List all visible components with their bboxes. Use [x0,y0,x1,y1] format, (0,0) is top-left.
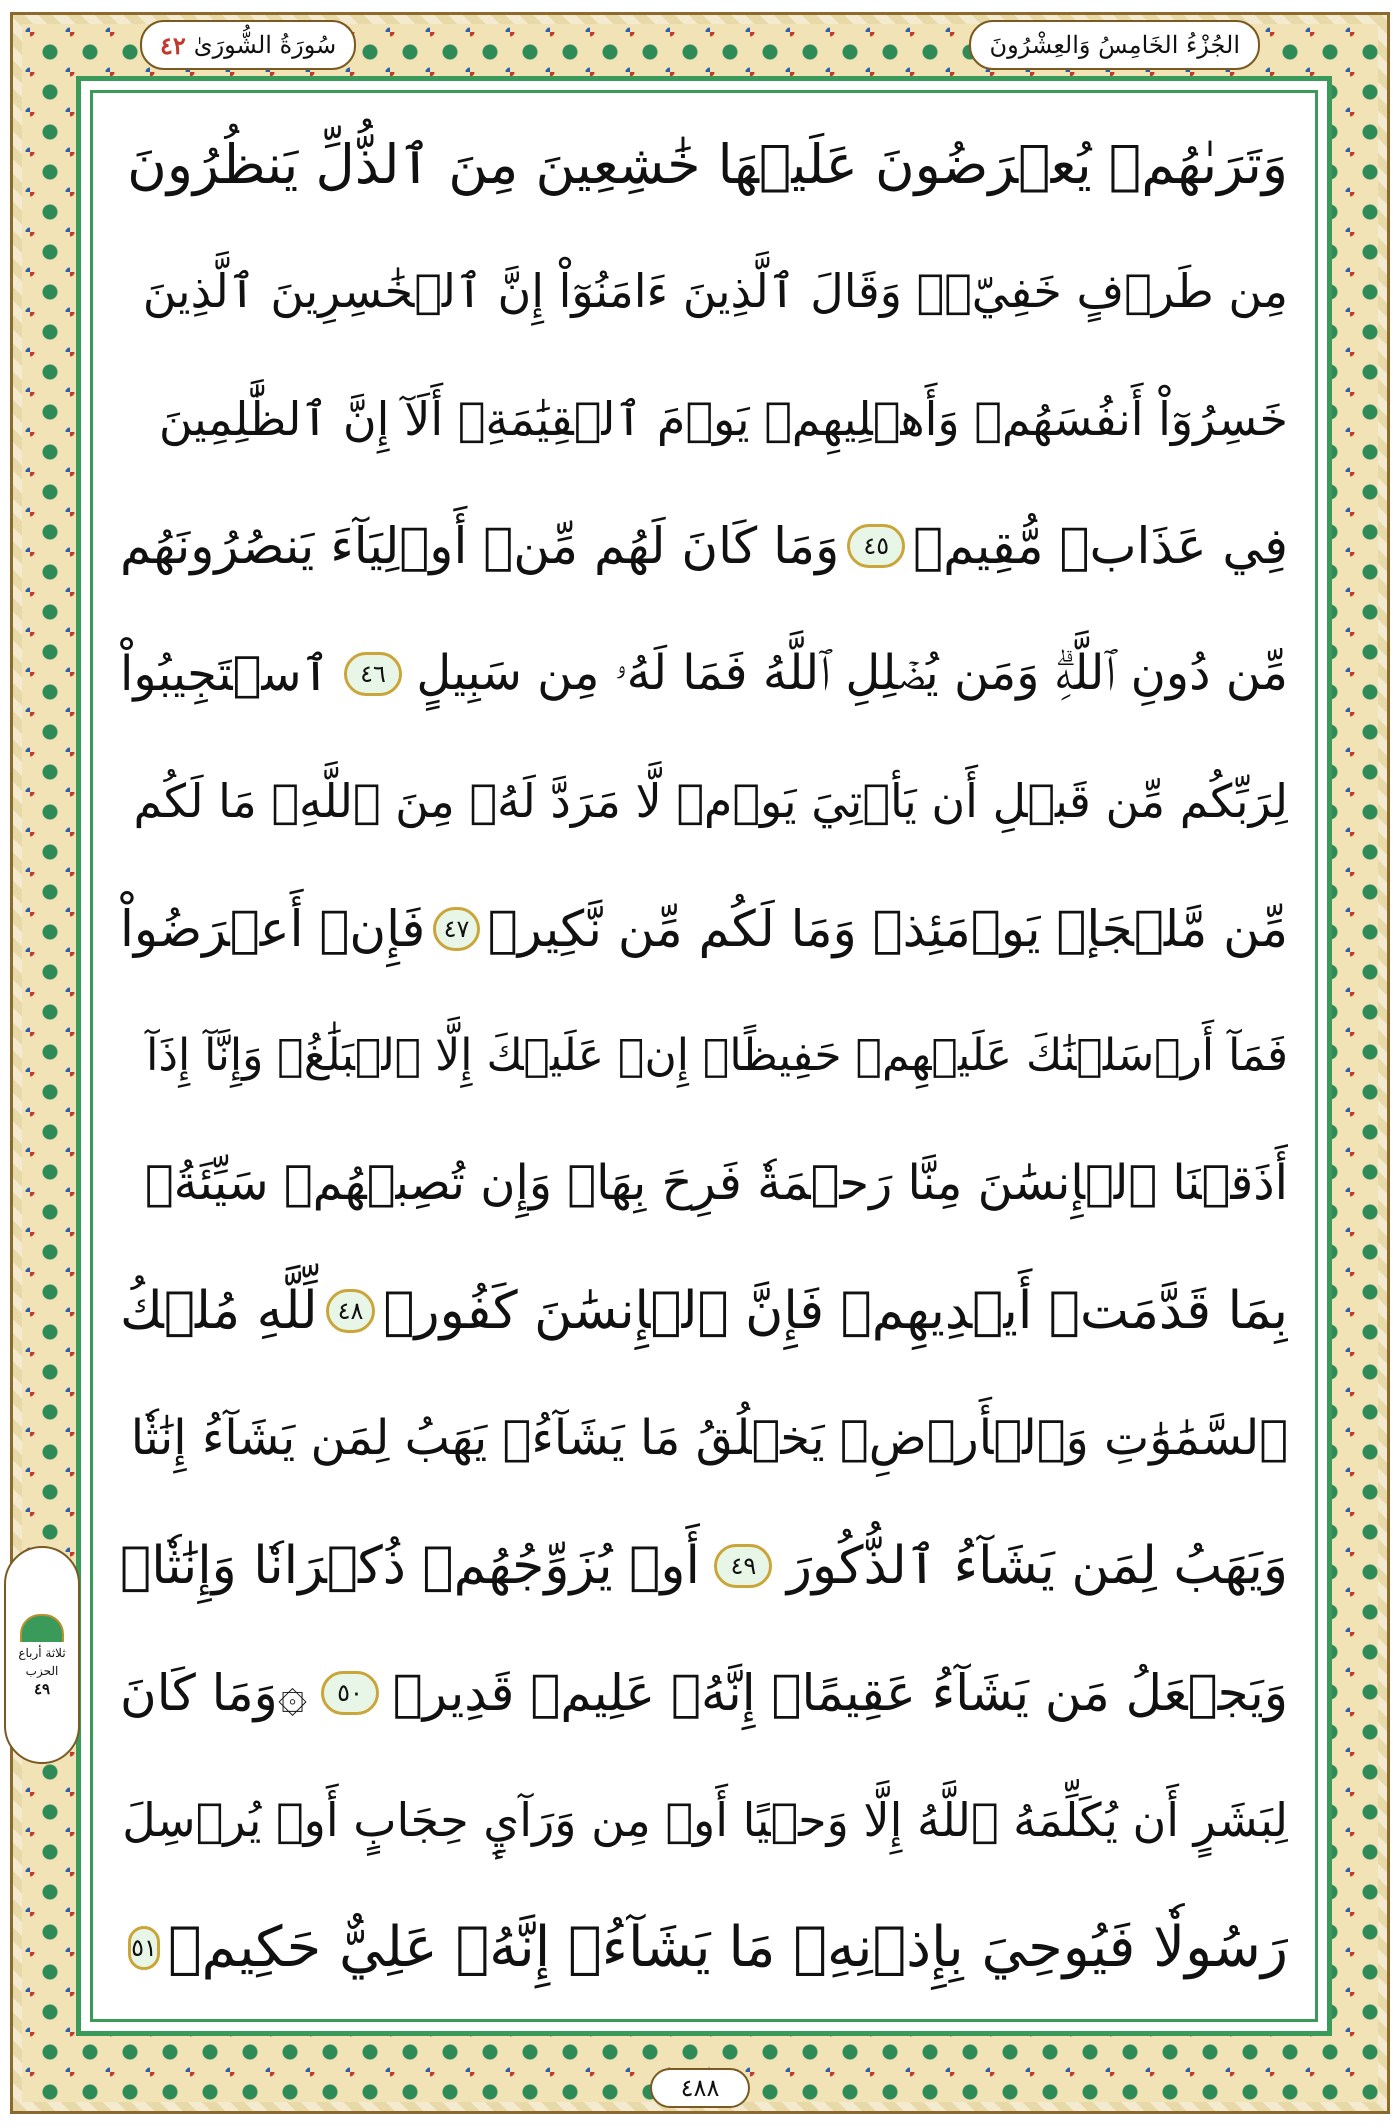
hizb-arch-icon [20,1614,64,1642]
verse-text: وَتَرَىٰهُمۡ يُعۡرَضُونَ عَلَيۡهَا خَٰشِعِينَ مِنَ ٱلذُّلِّ يَنظُرُونَ [127,132,1288,196]
ayah-number-marker: ٤٥ [847,524,905,568]
verse-line [120,1131,1288,1235]
juz-title: الجُزْءُ الخَامِسُ وَالعِشْرُونَ [989,31,1240,59]
verse-line [120,1514,1288,1618]
verse-text: لِّلَّهِ مُلۡكُ [120,1280,318,1341]
verse-text: بِمَا قَدَّمَتۡ أَيۡدِيهِمۡ فَإِنَّ ٱلۡإِنسَٰنَ كَفُورٞ [383,1280,1288,1341]
ayah-number-marker: ٤٦ [344,652,402,696]
verse-line [120,239,1288,343]
verse-line [120,494,1288,598]
verse-text: فَمَآ أَرۡسَلۡنَٰكَ عَلَيۡهِمۡ حَفِيظًاۖ إِنۡ عَلَيۡكَ إِلَّا ٱلۡبَلَٰغُۗ وَإِنَّآ إِذَآ [146,1030,1288,1082]
verse-text: خَسِرُوٓاْ أَنفُسَهُمۡ وَأَهۡلِيهِمۡ يَوۡمَ ٱلۡقِيَٰمَةِۗ أَلَآ إِنَّ ٱلظَّٰلِمِينَ [158,391,1288,446]
verse-text-body [120,112,1288,2000]
ayah-number-marker: ٤٩ [714,1544,772,1588]
page-number: ٤٨٨ [650,2068,750,2108]
verse-text: فَإِنۡ أَعۡرَضُواْ [120,899,426,958]
verse-line [120,1641,1288,1745]
ayah-number-marker: ٥١ [128,1926,160,1970]
verse-text: ٱلسَّمَٰوَٰتِ وَٱلۡأَرۡضِۚ يَخۡلُقُ مَا يَشَآءُۚ يَهَبُ لِمَن يَشَآءُ إِنَٰثٗا [130,1410,1288,1467]
ayah-number-marker: ٤٨ [326,1289,376,1333]
verse-line [120,367,1288,471]
verse-text: لِبَشَرٍ أَن يُكَلِّمَهُ ٱللَّهُ إِلَّا وَحۡيًا أَوۡ مِن وَرَآيِٕ حِجَابٍ أَوۡ يُرۡسِلَ [122,1793,1288,1848]
verse-text: وَيَهَبُ لِمَن يَشَآءُ ٱلذُّكُورَ [786,1535,1288,1596]
surah-number: ٤٢ [160,30,186,60]
verse-text: مِّن دُونِ ٱللَّهِۗ وَمَن يُضۡلِلِ ٱللَّهُ فَمَا لَهُۥ مِن سَبِيلٍ [416,645,1288,702]
verse-text: وَيَجۡعَلُ مَن يَشَآءُ عَقِيمًاۚ إِنَّهُۥ عَلِيمٞ قَدِيرٞ [392,1664,1288,1723]
surah-title: سُورَةُ الشُّورَىٰ [193,31,337,59]
verse-line [120,1259,1288,1363]
verse-text: ٱسۡتَجِيبُواْ [120,645,330,702]
verse-line [120,1768,1288,1872]
verse-text: وَمَا كَانَ لَهُم مِّنۡ أَوۡلِيَآءَ يَنصُرُونَهُم [120,517,840,576]
verse-text: لِرَبِّكُم مِّن قَبۡلِ أَن يَأۡتِيَ يَوۡمٞ لَّا مَرَدَّ لَهُۥ مِنَ ٱللَّهِۚ مَا لَكُم [133,774,1288,829]
juz-header [969,20,1260,70]
verse-line [120,622,1288,726]
hizb-fraction: ثلاثة أرباع [18,1646,66,1660]
verse-line [120,1004,1288,1108]
verse-text: ۞وَمَا كَانَ [120,1664,308,1723]
verse-line [120,1896,1288,2000]
hizb-label: الحزب [25,1664,59,1678]
verse-line [120,877,1288,981]
verse-line [120,1386,1288,1490]
surah-header [140,20,356,70]
verse-line [120,112,1288,216]
verse-text: أَوۡ يُزَوِّجُهُمۡ ذُكۡرَانٗا وَإِنَٰثٗاۖ [120,1535,700,1596]
verse-text: رَسُولٗا فَيُوحِيَ بِإِذۡنِهِۦ مَا يَشَآءُۚ إِنَّهُۥ عَلِيٌّ حَكِيمٞ [167,1915,1288,1981]
verse-line [120,749,1288,853]
verse-text: مِّن مَّلۡجَإٖ يَوۡمَئِذٖ وَمَا لَكُم مِّن نَّكِيرٖ [487,899,1288,958]
verse-text: أَذَقۡنَا ٱلۡإِنسَٰنَ مِنَّا رَحۡمَةٗ فَرِحَ بِهَاۖ وَإِن تُصِبۡهُمۡ سَيِّئَةُۢ [144,1155,1288,1212]
hizb-number: ٤٩ [33,1680,51,1698]
ayah-number-marker: ٥٠ [321,1671,379,1715]
hizb-marker [4,1546,80,1764]
verse-text: فِي عَذَابٖ مُّقِيمٖ [913,517,1288,576]
ayah-number-marker: ٤٧ [433,907,479,951]
verse-text: مِن طَرۡفٍ خَفِيّٖۗ وَقَالَ ٱلَّذِينَ ءَامَنُوٓاْ إِنَّ ٱلۡخَٰسِرِينَ ٱلَّذِينَ [142,264,1288,319]
